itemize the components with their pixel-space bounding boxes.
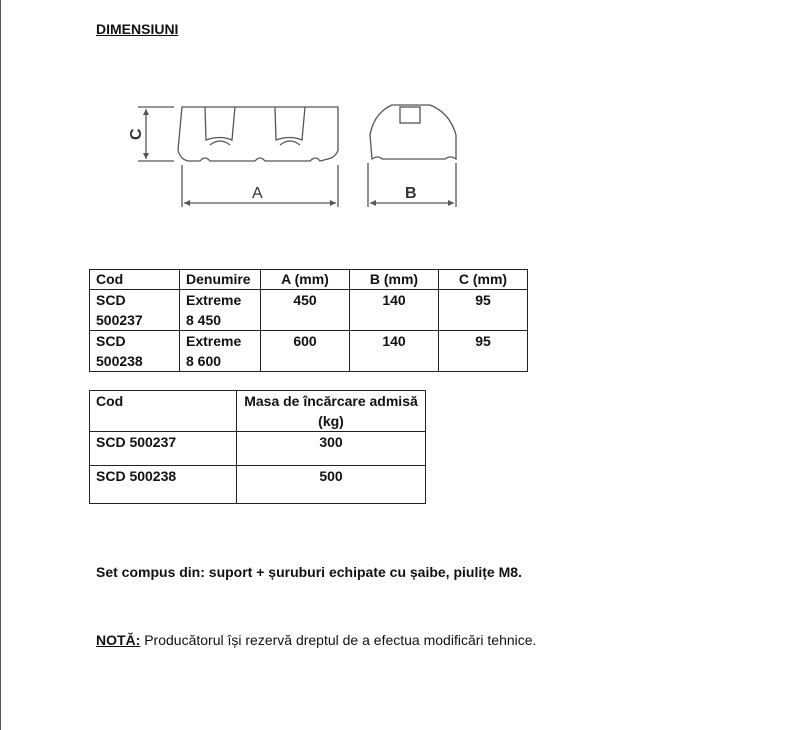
header-masa: Masa de încărcare admisă (kg) bbox=[237, 391, 426, 432]
dimensions-table bbox=[89, 269, 528, 372]
header-c: C (mm) bbox=[439, 270, 528, 290]
cell-masa: 300 bbox=[237, 432, 426, 466]
cell-cod: SCD 500238 bbox=[90, 331, 180, 372]
header-cod: Cod bbox=[90, 391, 237, 432]
cell-c: 95 bbox=[439, 290, 528, 331]
front-view-slot-left bbox=[205, 107, 235, 140]
cell-cod: SCD 500238 bbox=[90, 466, 237, 504]
note-paragraph bbox=[96, 632, 536, 648]
cell-cod: SCD 500237 bbox=[90, 290, 180, 331]
cell-b: 140 bbox=[350, 331, 439, 372]
section-heading: DIMENSIUNI bbox=[96, 21, 179, 37]
cell-a: 450 bbox=[261, 290, 350, 331]
cell-denumire: Extreme 8 600 bbox=[180, 331, 261, 372]
header-cod: Cod bbox=[90, 270, 180, 290]
front-view-outline bbox=[178, 107, 338, 161]
cell-c: 95 bbox=[439, 331, 528, 372]
cell-b: 140 bbox=[350, 290, 439, 331]
header-b: B (mm) bbox=[350, 270, 439, 290]
dimension-a-label: A bbox=[252, 185, 263, 202]
table-row bbox=[90, 290, 528, 331]
note-text: Producătorul își rezervă dreptul de a efectua modificări tehnice. bbox=[140, 632, 537, 648]
table-row bbox=[90, 331, 528, 372]
cell-masa: 500 bbox=[237, 466, 426, 504]
dimension-drawing bbox=[120, 95, 470, 215]
page-left-border bbox=[0, 0, 1, 730]
load-capacity-table bbox=[89, 390, 426, 504]
cell-a: 600 bbox=[261, 331, 350, 372]
dimension-c-label: C bbox=[128, 128, 145, 140]
dimension-b-label: B bbox=[405, 185, 417, 202]
set-composition-text: Set compus din: suport + șuruburi echipate cu șaibe, piulițe M8. bbox=[96, 564, 522, 580]
table-row bbox=[90, 432, 426, 466]
cell-cod: SCD 500237 bbox=[90, 432, 237, 466]
cell-denumire: Extreme 8 450 bbox=[180, 290, 261, 331]
header-denumire: Denumire bbox=[180, 270, 261, 290]
front-view-slot-right bbox=[275, 107, 305, 140]
table-row bbox=[90, 466, 426, 504]
note-label: NOTĂ: bbox=[96, 632, 141, 648]
side-view-outline bbox=[370, 105, 456, 159]
header-a: A (mm) bbox=[261, 270, 350, 290]
